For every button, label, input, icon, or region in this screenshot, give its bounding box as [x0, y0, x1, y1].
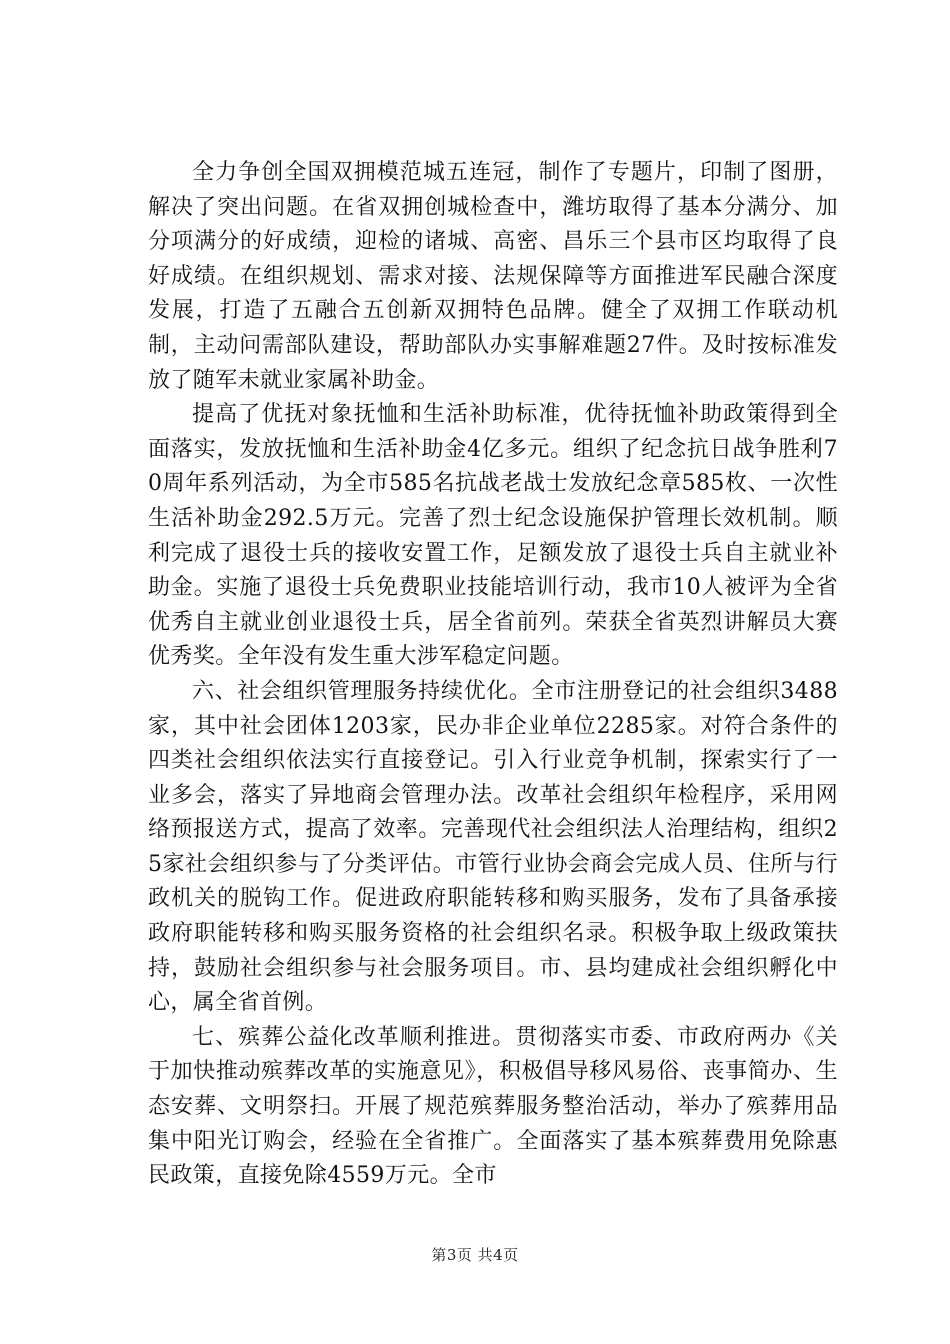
paragraph-funeral-reform: 七、殡葬公益化改革顺利推进。贯彻落实市委、市政府两办《关于加快推动殡葬改革的实施意见》，积极倡导移风易俗、丧事简办、生态安葬、文明祭扫。开展了规范殡葬服务整治活动，举办了殡葬用品集中阳光订购会，经验在全省推广。全面落实了基本殡葬费用免除惠民政策，直接免除4559万元。全市 [148, 1024, 838, 1189]
paragraph-shuangyong: 全力争创全国双拥模范城五连冠，制作了专题片，印制了图册，解决了突出问题。在省双拥创城检查中，潍坊取得了基本分满分、加分项满分的好成绩，迎检的诸城、高密、昌乐三个县市区均取得了良好成绩。在组织规划、需求对接、法规保障等方面推进军民融合深度发展，打造了五融合五创新双拥特色品牌。健全了双拥工作联动机制，主动问需部队建设，帮助部队办实事解难题27件。及时按标准发放了随军未就业家属补助金。 [148, 160, 838, 393]
paragraph-youfu: 提高了优抚对象抚恤和生活补助标准，优待抚恤补助政策得到全面落实，发放抚恤和生活补助金4亿多元。组织了纪念抗日战争胜利70周年系列活动，为全市585名抗战老战士发放纪念章585枚、一次性生活补助金292.5万元。完善了烈士纪念设施保护管理长效机制。顺利完成了退役士兵的接收安置工作，足额发放了退役士兵自主就业补助金。实施了退役士兵免费职业技能培训行动，我市10人被评为全省优秀自主就业创业退役士兵，居全省前列。荣获全省英烈讲解员大赛优秀奖。全年没有发生重大涉军稳定问题。 [148, 402, 838, 670]
page-number-footer: 第3页 共4页 [431, 1246, 519, 1264]
paragraph-social-organizations: 六、社会组织管理服务持续优化。全市注册登记的社会组织3488家，其中社会团体1203家，民办非企业单位2285家。对符合条件的四类社会组织依法实行直接登记。引入行业竞争机制，探索实行了一业多会，落实了异地商会管理办法。改革社会组织年检程序，采用网络预报送方式，提高了效率。完善现代社会组织法人治理结构，组织25家社会组织参与了分类评估。市管行业协会商会完成人员、住所与行政机关的脱钩工作。促进政府职能转移和购买服务，发布了具备承接政府职能转移和购买服务资格的社会组织名录。积极争取上级政策扶持，鼓励社会组织参与社会服务项目。市、县均建成社会组织孵化中心，属全省首例。 [148, 678, 838, 1016]
document-body [148, 156, 838, 1194]
